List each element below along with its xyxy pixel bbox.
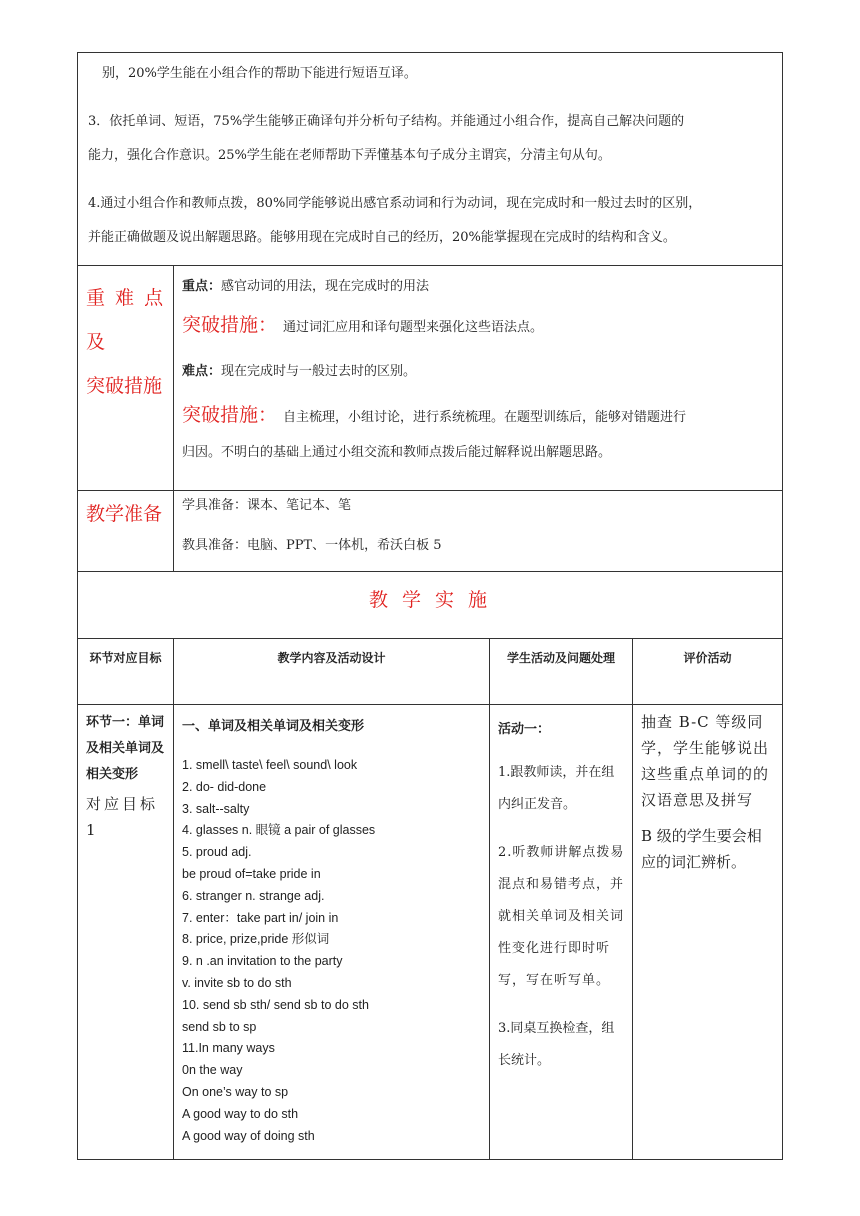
goals-row — [78, 53, 783, 266]
vocab-item: 2. do- did-done — [182, 779, 267, 794]
measure2-label: 突破措施： — [182, 404, 278, 426]
prep-teacher: 教具准备：电脑、PPT、一体机，希沃白板 5 — [182, 538, 442, 553]
col-header-content: 教学内容及活动设计 — [277, 651, 386, 665]
measure1-line — [182, 306, 774, 345]
activity-3: 3.同桌互换检查，组长统计。 — [498, 1021, 615, 1068]
goal-3-line-b: 能力，强化合作意识。25%学生能在老师帮助下弄懂基本句子成分主谓宾，分清主句从句。 — [88, 148, 611, 163]
vocab-item: On one’s way to sp — [182, 1084, 289, 1099]
stage-row-1 — [78, 705, 783, 1160]
vocab-item: be proud of=take pride in — [182, 866, 321, 881]
zhongdian-label: 重点： — [182, 279, 222, 294]
lesson-plan-table — [77, 52, 783, 1160]
vocab-item: A good way of doing sth — [182, 1128, 315, 1143]
evaluation-2: B 级的学生要会相应的词汇辨析。 — [641, 827, 762, 871]
activity-1: 1.跟教师读，并在组内纠正发音。 — [498, 765, 615, 812]
prep-student: 学具准备：课本、笔记本、笔 — [182, 498, 352, 513]
measure1-label: 突破措施： — [182, 314, 278, 336]
goal-3-line-a: 3．依托单词、短语，75%学生能够正确译句并分析句子结构。并能通过小组合作，提高自己解决问题的 — [88, 114, 685, 129]
goal-4-line-a: 4.通过小组合作和教师点拨，80%同学能够说出感官系动词和行为动词，现在完成时和一般过去时的区别， — [88, 196, 702, 211]
vocab-item: v. invite sb to do sth — [182, 975, 292, 990]
zhongdian-line — [182, 272, 774, 302]
content-title: 一、单词及相关单词及相关变形 — [182, 718, 365, 733]
key-points-label-line1: 重 难 点 及 — [86, 287, 166, 353]
section-title-row — [78, 572, 783, 639]
nandian-text: 现在完成时与一般过去时的区别。 — [221, 364, 417, 379]
vocab-item: 7. enter：take part in/ join in — [182, 910, 339, 925]
zhongdian-text: 感官动词的用法，现在完成时的用法 — [221, 279, 430, 294]
vocab-item: 11.In many ways — [182, 1041, 275, 1056]
column-header-row — [78, 639, 783, 705]
goal-4-line-b: 并能正确做题及说出解题思路。能够用现在完成时自己的经历，20%能掌握现在完成时的结构和含义。 — [88, 230, 676, 245]
measure1-text: 通过词汇应用和译句题型来强化这些语法点。 — [283, 320, 544, 335]
measure2-text-a: 自主梳理，小组讨论，进行系统梳理。在题型训练后，能够对错题进行 — [283, 410, 687, 425]
vocab-item: A good way to do sth — [182, 1106, 299, 1121]
nandian-label: 难点： — [182, 364, 222, 379]
col-header-evaluation: 评价活动 — [683, 651, 732, 665]
measure2-text-b: 归因。不明白的基础上通过小组交流和教师点拨后能过解释说出解题思路。 — [182, 445, 612, 460]
prep-label: 教学准备 — [86, 503, 163, 525]
vocab-item: 0n the way — [182, 1063, 243, 1078]
vocab-item: 3. salt--salty — [182, 801, 250, 816]
vocab-item: 4. glasses n. 眼镜 a pair of glasses — [182, 823, 376, 838]
key-points-label-line2: 突破措施 — [86, 375, 163, 397]
lesson-plan-sheet — [77, 52, 782, 1160]
vocab-item: 8. price, prize,pride 形似词 — [182, 932, 330, 947]
activity-title: 活动一： — [498, 721, 551, 736]
vocab-item: 10. send sb sth/ send sb to do sth — [182, 997, 369, 1012]
vocab-list — [182, 755, 483, 1147]
col-header-student-activity: 学生活动及问题处理 — [506, 651, 615, 665]
key-points-row — [78, 266, 783, 491]
goal-line-continued: 别，20%学生能在小组合作的帮助下能进行短语互译。 — [102, 66, 417, 81]
vocab-item: send sb to sp — [182, 1019, 257, 1034]
stage-1-title: 环节一：单词及相关单词及相关变形 — [86, 714, 165, 781]
vocab-item: 1. smell\ taste\ feel\ sound\ look — [182, 758, 358, 772]
section-title: 教 学 实 施 — [368, 589, 492, 611]
vocab-item: 6. stranger n. strange adj. — [182, 888, 325, 903]
col-header-stage: 环节对应目标 — [89, 651, 162, 665]
stage-1-target: 对应目标1 — [86, 795, 159, 839]
prep-row — [78, 491, 783, 572]
measure2-line — [182, 395, 774, 436]
activity-2: 2.听教师讲解点拨易混点和易错考点，并就相关单词及相关词性变化进行即时听写，写在听写单。 — [498, 845, 625, 988]
vocab-item: 9. n .an invitation to the party — [182, 954, 343, 969]
vocab-item: 5. proud adj. — [182, 845, 252, 860]
evaluation-1: 抽查 B-C 等级同学，学生能够说出这些重点单词的的汉语意思及拼写 — [641, 713, 770, 809]
nandian-line — [182, 355, 774, 389]
